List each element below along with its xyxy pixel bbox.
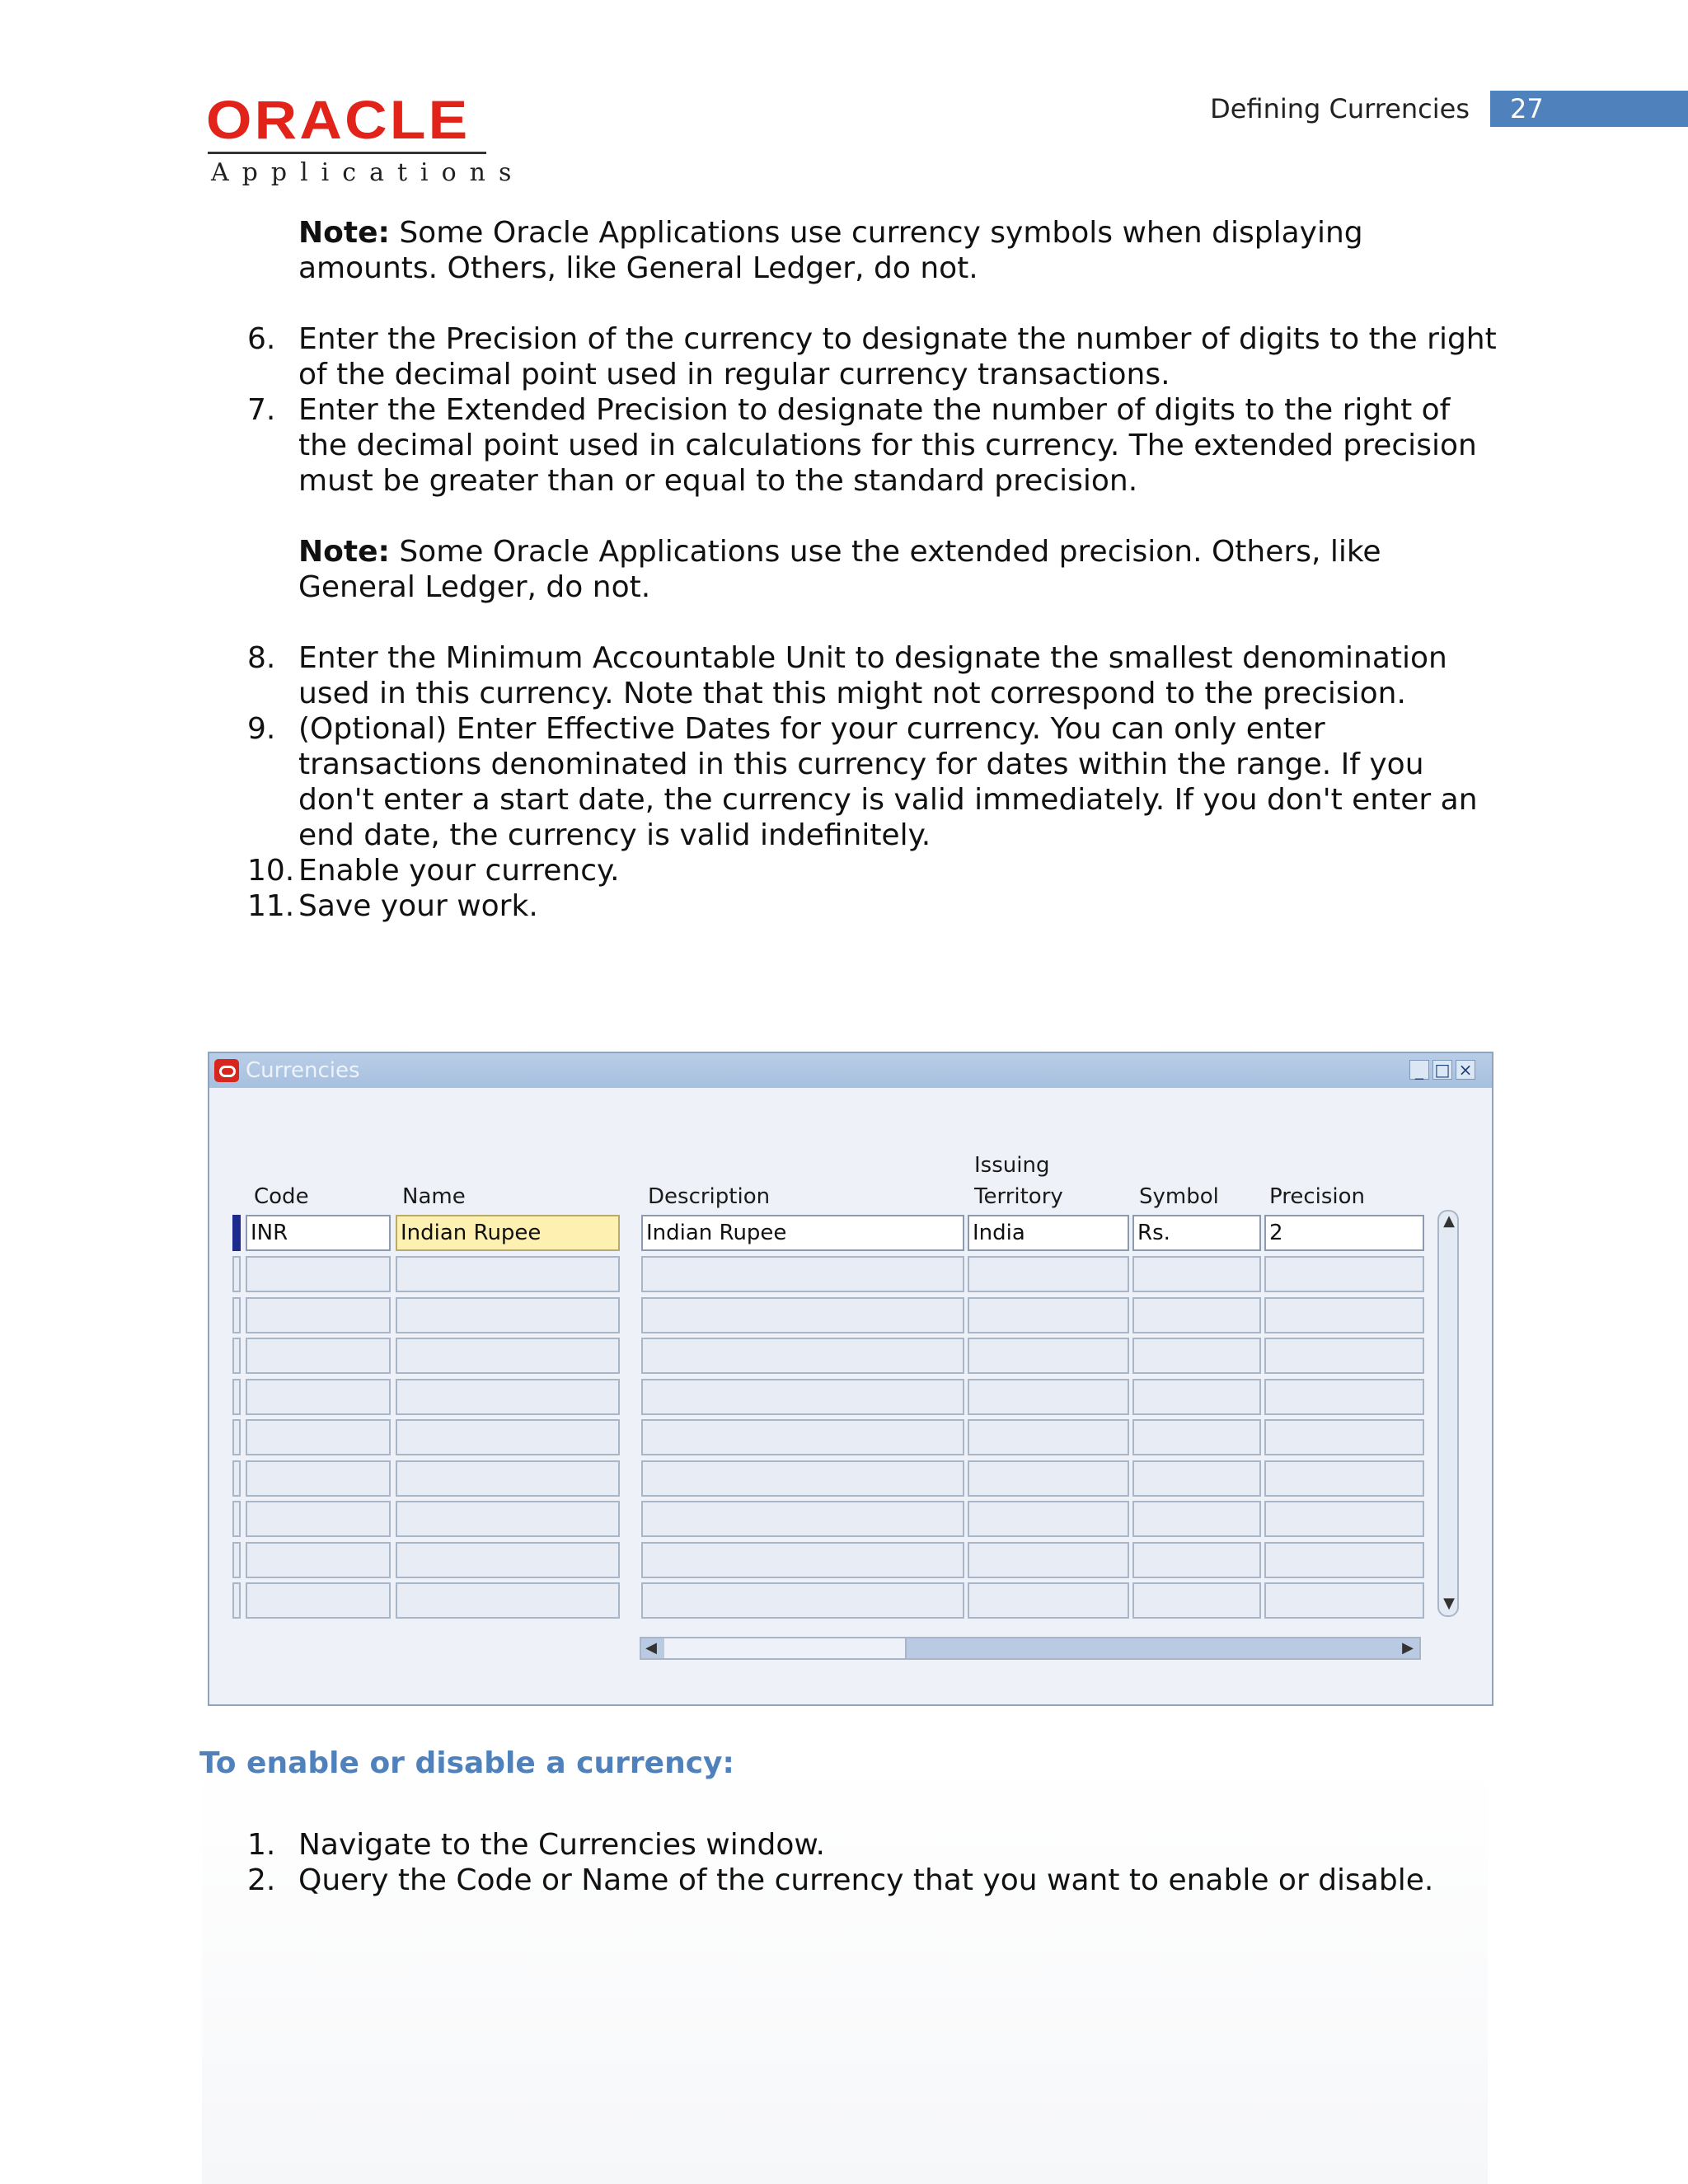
oracle-logo: [206, 89, 525, 187]
horizontal-scroll-thumb[interactable]: [664, 1638, 907, 1658]
col-header-description: Description: [648, 1184, 771, 1209]
empty-field[interactable]: [396, 1582, 620, 1619]
symbol-field[interactable]: Rs.: [1132, 1215, 1261, 1251]
list-item: 9. (Optional) Enter Effective Dates for your currency. You can only enter transactions denominated in this currency for dates within the range. If you don't enter a start date, the currency is valid immediately. If you don't enter an end date, the currency is valid indefinitely.: [247, 712, 1478, 852]
scroll-left-icon[interactable]: ◀: [645, 1639, 657, 1657]
col-header-territory-line1: Issuing: [974, 1153, 1050, 1178]
minimize-icon[interactable]: _: [1409, 1060, 1429, 1080]
row-indicator[interactable]: [232, 1297, 241, 1333]
empty-field[interactable]: [396, 1338, 620, 1374]
oracle-app-icon: [214, 1059, 239, 1082]
empty-field[interactable]: [1264, 1501, 1424, 1537]
list-item: 8. Enter the Minimum Accountable Unit to designate the smallest denomination used in this currency. Note that this might not correspond to the precision.: [247, 641, 1447, 710]
empty-field[interactable]: [641, 1419, 964, 1455]
page-number: 27: [1490, 91, 1688, 127]
steps-list-c: [247, 1827, 1500, 1898]
list-item: 10. Enable your currency.: [247, 854, 620, 888]
empty-field[interactable]: [1264, 1297, 1424, 1333]
empty-field[interactable]: [1264, 1419, 1424, 1455]
col-header-territory-line2: Territory: [974, 1184, 1063, 1209]
list-item: 1. Navigate to the Currencies window.: [247, 1828, 825, 1862]
name-field[interactable]: Indian Rupee: [396, 1215, 620, 1251]
row-indicator[interactable]: [232, 1256, 241, 1292]
row-indicator[interactable]: [232, 1338, 241, 1374]
empty-field[interactable]: [396, 1460, 620, 1497]
logo-subtitle: Applications: [211, 158, 525, 187]
note-text: Some Oracle Applications use currency symbols when displaying amounts. Others, like General Ledger, do not.: [298, 216, 1363, 285]
section-title: Defining Currencies: [1210, 93, 1470, 124]
empty-field[interactable]: [1132, 1297, 1261, 1333]
scroll-right-icon[interactable]: ▶: [1402, 1639, 1414, 1657]
empty-field[interactable]: [246, 1419, 391, 1455]
vertical-scrollbar[interactable]: [1437, 1210, 1459, 1617]
empty-field[interactable]: [641, 1501, 964, 1537]
empty-field[interactable]: [246, 1542, 391, 1578]
empty-field[interactable]: [968, 1338, 1129, 1374]
scroll-down-icon[interactable]: ▼: [1443, 1595, 1455, 1612]
steps-list-a: [247, 321, 1500, 499]
empty-field[interactable]: [968, 1582, 1129, 1619]
empty-field[interactable]: [968, 1419, 1129, 1455]
empty-field[interactable]: [968, 1256, 1129, 1292]
empty-field[interactable]: [246, 1460, 391, 1497]
col-header-precision: Precision: [1269, 1184, 1366, 1209]
horizontal-scrollbar[interactable]: [640, 1637, 1421, 1660]
empty-field[interactable]: [641, 1297, 964, 1333]
list-item: 2. Query the Code or Name of the currency that you want to enable or disable.: [247, 1863, 1434, 1897]
note-extended-precision: [298, 534, 1500, 605]
empty-field[interactable]: [246, 1256, 391, 1292]
empty-field[interactable]: [641, 1338, 964, 1374]
empty-field[interactable]: [396, 1542, 620, 1578]
description-field[interactable]: Indian Rupee: [641, 1215, 964, 1251]
empty-field[interactable]: [1264, 1338, 1424, 1374]
empty-field[interactable]: [1132, 1256, 1261, 1292]
empty-field[interactable]: [1132, 1379, 1261, 1415]
maximize-icon[interactable]: □: [1432, 1060, 1452, 1080]
empty-field[interactable]: [1264, 1542, 1424, 1578]
note-label: Note:: [298, 216, 390, 250]
body-text-bottom: [247, 1827, 1500, 1898]
empty-field[interactable]: [1264, 1379, 1424, 1415]
logo-rule: [208, 152, 486, 154]
empty-field[interactable]: [641, 1460, 964, 1497]
empty-field[interactable]: [641, 1379, 964, 1415]
empty-field[interactable]: [968, 1297, 1129, 1333]
list-item: 6. Enter the Precision of the currency to designate the number of digits to the right of the decimal point used in regular currency transactions.: [247, 322, 1497, 391]
empty-field[interactable]: [968, 1460, 1129, 1497]
window-titlebar: [209, 1053, 1492, 1088]
empty-field[interactable]: [246, 1297, 391, 1333]
empty-field[interactable]: [1132, 1542, 1261, 1578]
steps-list-b: [247, 640, 1500, 924]
empty-field[interactable]: [396, 1297, 620, 1333]
row-indicator[interactable]: [232, 1460, 241, 1497]
empty-field[interactable]: [396, 1419, 620, 1455]
row-indicator[interactable]: [232, 1419, 241, 1455]
empty-field[interactable]: [1132, 1460, 1261, 1497]
code-field[interactable]: INR: [246, 1215, 391, 1251]
col-header-name: Name: [402, 1184, 466, 1209]
empty-field[interactable]: [1132, 1582, 1261, 1619]
empty-field[interactable]: [246, 1501, 391, 1537]
note-text: Some Oracle Applications use the extended precision. Others, like General Ledger, do not.: [298, 535, 1381, 604]
empty-field[interactable]: [246, 1338, 391, 1374]
empty-field[interactable]: [1264, 1582, 1424, 1619]
empty-field[interactable]: [246, 1379, 391, 1415]
empty-field[interactable]: [1132, 1419, 1261, 1455]
empty-field[interactable]: [396, 1501, 620, 1537]
empty-field[interactable]: [968, 1501, 1129, 1537]
logo-wordmark: ORACLE: [206, 89, 471, 150]
body-text-top: [247, 215, 1500, 924]
scroll-up-icon[interactable]: ▲: [1443, 1212, 1455, 1230]
row-indicator[interactable]: [232, 1582, 241, 1619]
empty-field[interactable]: [641, 1542, 964, 1578]
empty-field[interactable]: [1132, 1501, 1261, 1537]
row-indicator[interactable]: [232, 1542, 241, 1578]
empty-field[interactable]: [641, 1582, 964, 1619]
close-icon[interactable]: ×: [1456, 1060, 1475, 1080]
empty-field[interactable]: [246, 1582, 391, 1619]
note-label: Note:: [298, 535, 390, 569]
currencies-window: [208, 1052, 1493, 1706]
row-indicator[interactable]: [232, 1379, 241, 1415]
col-header-symbol: Symbol: [1139, 1184, 1219, 1209]
empty-field[interactable]: [396, 1256, 620, 1292]
empty-field[interactable]: [1132, 1338, 1261, 1374]
empty-field[interactable]: [968, 1379, 1129, 1415]
empty-field[interactable]: [1264, 1256, 1424, 1292]
empty-field[interactable]: [1264, 1460, 1424, 1497]
empty-field[interactable]: [968, 1542, 1129, 1578]
empty-field[interactable]: [641, 1256, 964, 1292]
row-indicator[interactable]: [232, 1501, 241, 1537]
note-currency-symbols: [298, 215, 1500, 286]
precision-field[interactable]: 2: [1264, 1215, 1424, 1251]
list-item: 11. Save your work.: [247, 889, 538, 923]
list-item: 7. Enter the Extended Precision to designate the number of digits to the right of the decimal point used in calculations for this currency. The extended precision must be greater than or equal to the standard precision.: [247, 393, 1477, 498]
window-title: Currencies: [246, 1058, 360, 1083]
section-subheading: To enable or disable a currency:: [199, 1746, 734, 1780]
col-header-code: Code: [254, 1184, 309, 1209]
empty-field[interactable]: [396, 1379, 620, 1415]
row-indicator-current[interactable]: [232, 1215, 241, 1251]
territory-field[interactable]: India: [968, 1215, 1129, 1251]
